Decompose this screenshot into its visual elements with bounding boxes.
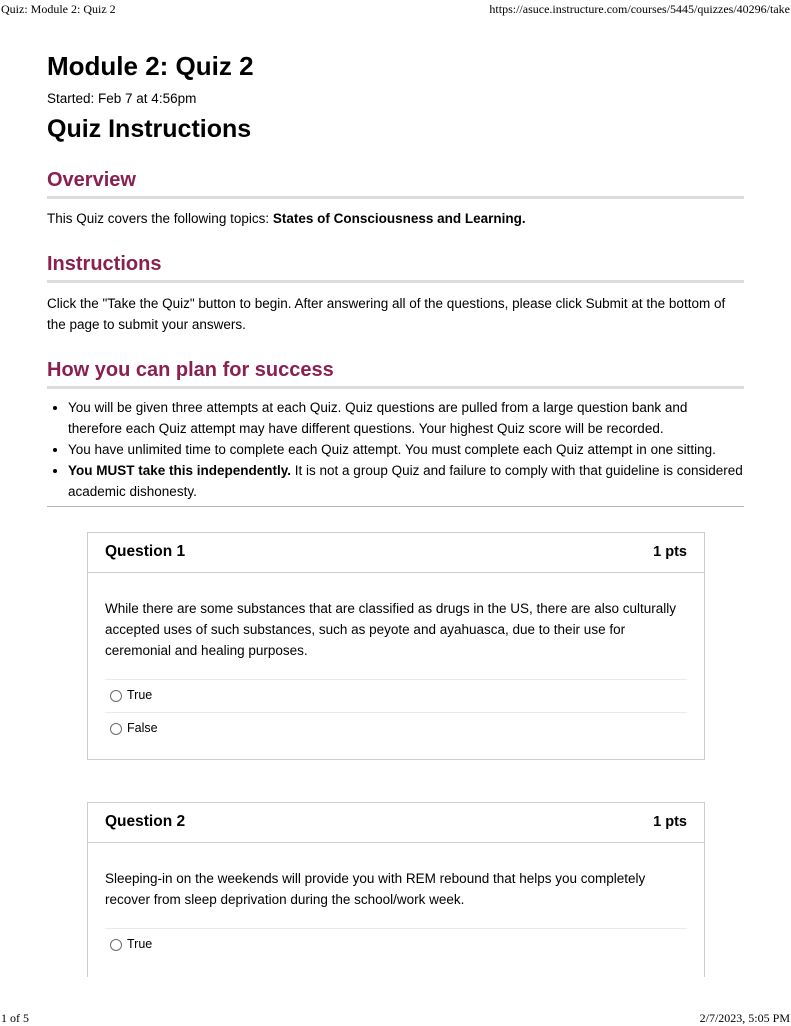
success-bullet-time: • You have unlimited time to complete each Quiz attempt. You must complete each Quiz attempt in one sitting. [68,439,744,460]
question-header [88,803,704,843]
independent-warning-rest: It is not a group Quiz and failure to comply with that guideline is considered academic dishonesty. [68,463,743,499]
quiz-content [47,50,744,507]
question-text: Sleeping-in on the weekends will provide you with REM rebound that helps you completely recover from sleep deprivation during the school/work week. [105,871,646,907]
question-points: 1 pts [653,544,687,560]
overview-text [47,208,744,229]
success-bullet-attempts: • You will be given three attempts at each Quiz. Quiz questions are pulled from a large question bank and therefore each Quiz attempt may have different questions. Your highest Quiz score will be recorded. [68,397,744,439]
question-text: While there are some substances that are classified as drugs in the US, there are also culturally accepted uses of such substances, such as peyote and ayahuasca, due to their use for ceremonial and healing purposes. [105,601,677,658]
overview-topics: States of Consciousness and Learning. [272,211,526,226]
success-list [47,397,744,502]
print-header [0,0,791,18]
answer-label[interactable]: True [127,688,153,702]
answer-label[interactable]: False [127,721,158,735]
success-heading: How you can plan for success [47,357,744,389]
answer-list [105,679,687,745]
print-footer [0,1011,791,1024]
question-title: Question 2 [105,813,186,830]
overview-text-prefix: This Quiz covers the following topics: [47,211,273,226]
radio-button[interactable] [110,723,122,735]
question-title: Question 1 [105,543,186,560]
answer-option-true[interactable] [105,679,687,712]
print-timestamp: 2/7/2023, 5:05 PM [699,1011,790,1025]
question-points: 1 pts [653,814,687,830]
question-body [88,843,704,975]
answer-option-false[interactable] [105,712,687,745]
question-card-2 [87,802,705,977]
answer-label[interactable]: True [127,937,153,951]
question-card-1 [87,532,705,760]
question-body [88,573,704,759]
radio-button[interactable] [110,939,122,951]
quiz-instructions-heading: Quiz Instructions [47,115,252,143]
success-bullet-independent [68,460,744,502]
section-divider [47,506,744,507]
overview-heading: Overview [47,167,744,199]
instructions-heading: Instructions [47,251,744,283]
question-header [88,533,704,573]
instructions-text: Click the "Take the Quiz" button to begin. After answering all of the questions, please click Submit at the bottom of the page to submit your answers. [47,296,726,332]
print-header-title: Quiz: Module 2: Quiz 2 [1,2,116,16]
page-count: 1 of 5 [1,1011,29,1025]
print-header-url: https://asuce.instructure.com/courses/5445/quizzes/40296/take [489,2,790,16]
answer-list [105,928,687,961]
answer-option-true[interactable] [105,928,687,961]
independent-warning: You MUST take this independently. [68,463,292,478]
radio-button[interactable] [110,690,122,702]
started-timestamp: Started: Feb 7 at 4:56pm [47,91,197,106]
page-title: Module 2: Quiz 2 [47,51,254,81]
